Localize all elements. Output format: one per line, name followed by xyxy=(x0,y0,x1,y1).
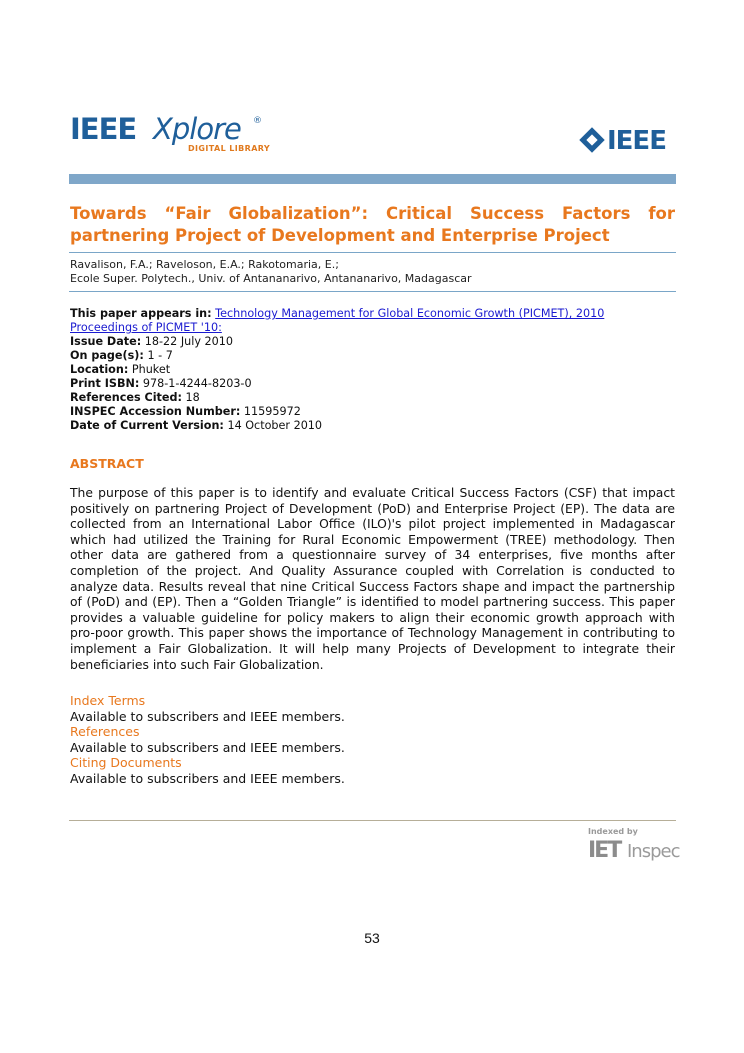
inspec-row xyxy=(70,405,675,419)
xplore-logo-ieee-text: IEEE xyxy=(70,112,137,146)
references-link[interactable]: References xyxy=(70,724,140,740)
abstract-heading: ABSTRACT xyxy=(70,456,144,471)
current-version-label: Date of Current Version: xyxy=(70,419,224,432)
footer-divider xyxy=(69,820,676,821)
author-block xyxy=(70,258,675,286)
location-label: Location: xyxy=(70,363,129,376)
isbn-label: Print ISBN: xyxy=(70,377,140,390)
inspec-text: Inspec xyxy=(627,841,680,862)
publication-link[interactable]: Technology Management for Global Economic Growth (PICMET), 2010 Proceedings of PICMET '10: xyxy=(70,307,605,334)
isbn-row xyxy=(70,377,675,391)
isbn-value: 978-1-4244-8203-0 xyxy=(142,377,252,390)
location-row xyxy=(70,363,675,377)
pages-label: On page(s): xyxy=(70,349,144,362)
xplore-logo-xplore-text: Xplore xyxy=(153,112,241,146)
citing-documents-note: Available to subscribers and IEEE members. xyxy=(70,770,345,786)
ieee-logo-text: IEEE xyxy=(607,126,666,156)
xplore-logo-tagline: DIGITAL LIBRARY xyxy=(188,144,271,153)
indexed-by-text: Indexed by xyxy=(588,827,638,836)
current-version-row xyxy=(70,419,675,433)
references-cited-label: References Cited: xyxy=(70,391,182,404)
affiliation: Ecole Super. Polytech., Univ. of Antananarivo, Antananarivo, Madagascar xyxy=(70,272,472,285)
divider xyxy=(69,291,676,292)
iet-text: IET xyxy=(588,838,621,863)
appears-in-row xyxy=(70,307,675,335)
inspec-value: 11595972 xyxy=(243,405,301,418)
appears-in-label: This paper appears in: xyxy=(70,307,212,320)
iet-inspec-logo xyxy=(586,827,678,867)
references-cited-value: 18 xyxy=(185,391,200,404)
issue-date-value: 18-22 July 2010 xyxy=(144,335,233,348)
ieee-logo xyxy=(581,126,676,156)
pages-row xyxy=(70,349,675,363)
paper-title: Towards “Fair Globalization”: Critical Success Factors for partnering Project of Development and Enterprise Project xyxy=(70,204,675,245)
current-version-value: 14 October 2010 xyxy=(227,419,323,432)
references-note: Available to subscribers and IEEE members. xyxy=(70,739,345,755)
ieee-xplore-logo xyxy=(70,112,285,158)
inspec-label: INSPEC Accession Number: xyxy=(70,405,241,418)
references-cited-row xyxy=(70,391,675,405)
index-terms-note: Available to subscribers and IEEE members. xyxy=(70,708,345,724)
location-value: Phuket xyxy=(131,363,171,376)
publication-metadata xyxy=(70,307,675,433)
index-terms-link[interactable]: Index Terms xyxy=(70,693,146,708)
header-bar xyxy=(69,174,676,184)
authors: Ravalison, F.A.; Raveloson, E.A.; Rakotomaria, E.; xyxy=(70,258,339,271)
ieee-diamond-icon xyxy=(579,127,604,152)
divider xyxy=(69,252,676,253)
access-sections xyxy=(70,693,675,787)
citing-documents-link[interactable]: Citing Documents xyxy=(70,755,182,771)
abstract-body: The purpose of this paper is to identify and evaluate Critical Success Factors (CSF) that impact positively on partnering Project of Development (PoD) and Enterprise Project (EP). The data are collected from an International Labor Office (ILO)'s pilot project implemented in Madagascar which had utilized the Training for Rural Economic Empowerment (TREE) methodology. Then other data are gathered from a questionnaire survey of 34 enterprises, five months after completion of the project. And Quality Assurance coupled with Correlation is conducted to analyze data. Results reveal that nine Critical Success Factors shape and impact the partnership of (PoD) and (EP). Then a “Golden Triangle” is identified to model partnering success. This paper provides a valuable guideline for policy makers to align their economic growth approach with pro-poor growth. This paper shows the importance of Technology Management in contributing to implement a Fair Globalization. It will help many Projects of Development to integrate their beneficiaries into such Fair Globalization. xyxy=(70,486,675,672)
issue-date-row xyxy=(70,335,675,349)
pages-value: 1 - 7 xyxy=(147,349,173,362)
issue-date-label: Issue Date: xyxy=(70,335,142,348)
xplore-logo-registered-mark: ® xyxy=(253,116,262,126)
page-number: 53 xyxy=(364,930,380,946)
